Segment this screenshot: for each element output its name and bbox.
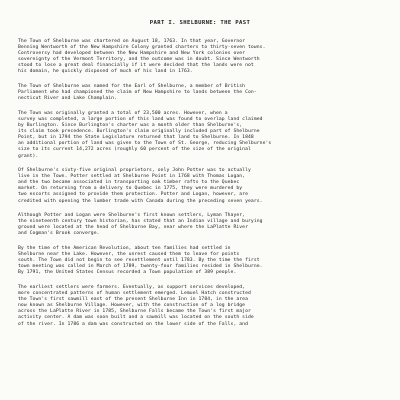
paragraph-revolution: By the time of the American Revolution, about ten families had settled in Shelburne near the Lake. However, the unrest caused them to leave for points south. The Town did not begin to see resettlement until 1783. By the time the first town meeting was called in March of 1789, twenty-four families resided in Shelburne. By 1791, the United States Census recorded a Town population of 389 people. [18,246,263,276]
paragraph-settlers: Although Potter and Logan were Shelburne's first known settlers, Lyman Thayer, the nineteenth century town historian, has stated that an Indian village and burying ground were located at the head of Shelburne Bay, near where the LaPlatte River and Cogman's Brook converge. [18,213,263,237]
paragraph-charter: The Town of Shelburne was chartered on August 18, 1763. In that year, Governor Benning Wentworth of the New Hampshire Colony granted charters to thirty-seven towns. Controversy had developed between the New Hampshire and New York colonies over sovereignty of the Vermont Territory, and the outcome was in doubt. Since Wentworth stood to lose a great deal financially if it were decided that the lands were not his domain, he quickly disposed of much of his land in 1763. [18,39,266,75]
paragraph-naming: The Town of Shelburne was named for the Earl of Shelburne, a member of British Parliament who had championed the claim of New Hampshire to lands between the Con- necticut River and Lake Champlain. [18,84,257,102]
paragraph-proprietors: Of Shelburne's sixty-five original proprietors, only John Potter was to actually live in the Town. Potter settled at Shelburne Point in 1768 with Thomas Logan, and the two became associated in transporting oak timber rafts to the Quebec market. On returning from a delivery to Quebec in 1775, they were murdered by two escorts assigned to provide them protection. Potter and Logan, however, are credited with opening the lumber trade with Canada during the preceding seven years. [18,168,263,204]
paragraph-land-grant: The Town was originally granted a total of 23,500 acres. However, when a survey was completed, a large portion of this land was found to overlap land claimed by Burlington. Since Burlington's charter was a month older than Shelburne's, its claim took precedence. Burlington's claim originally included part of Shelburne Point, but in 1794 the State Legislature returned that land to Shelburne. In 1848 an additional portion of land was given to the Town of St. George, reducing Shelburne's size to its current 14,272 acres (roughly 60 percent of the size of the original grant). [18,110,272,159]
paragraph-farmers: The earliest settlers were farmers. Eventually, as support services developed, more concentrated patterns of human settlement emerged. Lemuel Hatch constructed the Town's first sawmill east of the present Shelburne Inn in 1784, in the area now known as Shelburne Village. However, with the construction of a log bridge across the LaPlatte River in 1785, Shelburne Falls became the Town's first major activity center. A dam was soon built and a sawmill was located on the south side of the river. In 1786 a dam was constructed on the lower side of the Falls, and [18,285,254,327]
section-title: PART I. SHELBURNE: THE PAST [149,20,251,26]
